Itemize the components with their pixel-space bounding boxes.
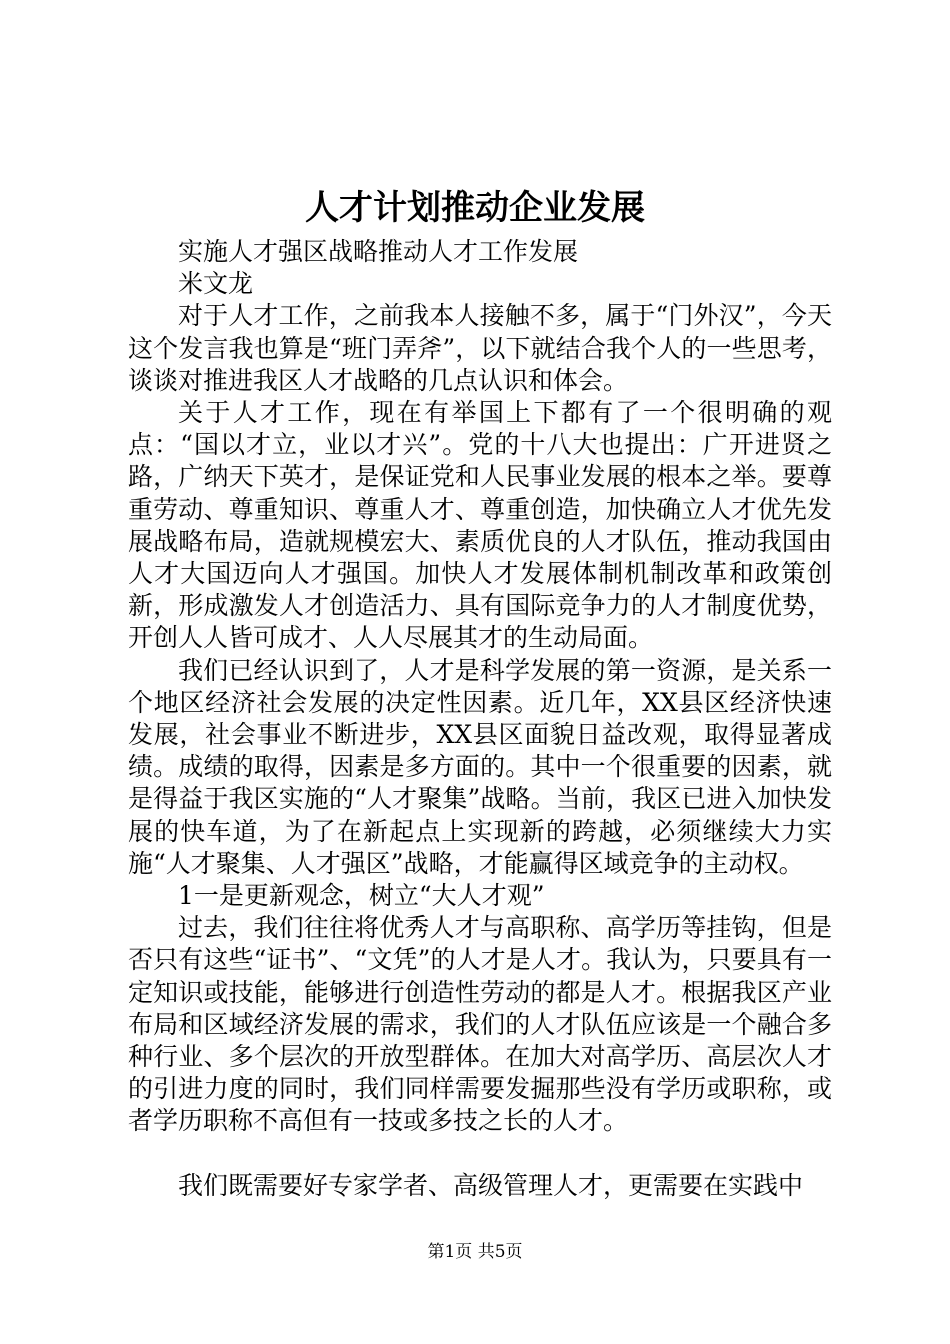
section-heading: 1一是更新观念，树立“大人才观” — [178, 881, 545, 911]
paragraph: 我们已经认识到了，人才是科学发展的第一资源，是关系一个地区经济社会发展的决定性因素。近几年，XX县区经济快速发展，社会事业不断进步，XX县区面貌日益改观，取得显著成绩。成绩的取得，因素是多方面的。其中一个很重要的因素，就是得益于我区实施的“人才聚集”战略。当前，我区已进入加快发展的快车道，为了在新起点上实现新的跨越，必须继续大力实施“人才聚集、人才强区”战略，才能赢得区域竞争的主动权。 — [128, 655, 832, 878]
document-body — [128, 236, 832, 1202]
subtitle: 实施人才强区战略推动人才工作发展 — [178, 237, 579, 266]
document-title: 人才计划推动企业发展 — [305, 188, 645, 228]
paragraph: 过去，我们往往将优秀人才与高职称、高学历等挂钩，但是否只有这些“证书”、“文凭”的人才是人才。我认为，只要具有一定知识或技能，能够进行创造性劳动的都是人才。根据我区产业布局和区域经济发展的需求，我们的人才队伍应该是一个融合多种行业、多个层次的开放型群体。在加大对高学历、高层次人才的引进力度的同时，我们同样需要发掘那些没有学历或职称，或者学历职称不高但有一技或多技之长的人才。 — [128, 913, 832, 1136]
author: 米文龙 — [178, 269, 254, 299]
paragraph: 我们既需要好专家学者、高级管理人才，更需要在实践中 — [178, 1170, 804, 1200]
paragraph: 关于人才工作，现在有举国上下都有了一个很明确的观点：“国以才立，业以才兴”。党的十八大也提出：广开进贤之路，广纳天下英才，是保证党和人民事业发展的根本之举。要尊重劳动、尊重知识、尊重人才、尊重创造，加快确立人才优先发展战略布局，造就规模宏大、素质优良的人才队伍，推动我国由人才大国迈向人才强国。加快人才发展体制机制改革和政策创新，形成激发人才创造活力、具有国际竞争力的人才制度优势，开创人人皆可成才、人人尽展其才的生动局面。 — [128, 398, 832, 653]
page-footer: 第1页 共5页 — [427, 1242, 523, 1262]
paragraph: 对于人才工作，之前我本人接触不多，属于“门外汉”，今天这个发言我也算是“班门弄斧”，以下就结合我个人的一些思考，谈谈对推进我区人才战略的几点认识和体会。 — [128, 301, 832, 395]
